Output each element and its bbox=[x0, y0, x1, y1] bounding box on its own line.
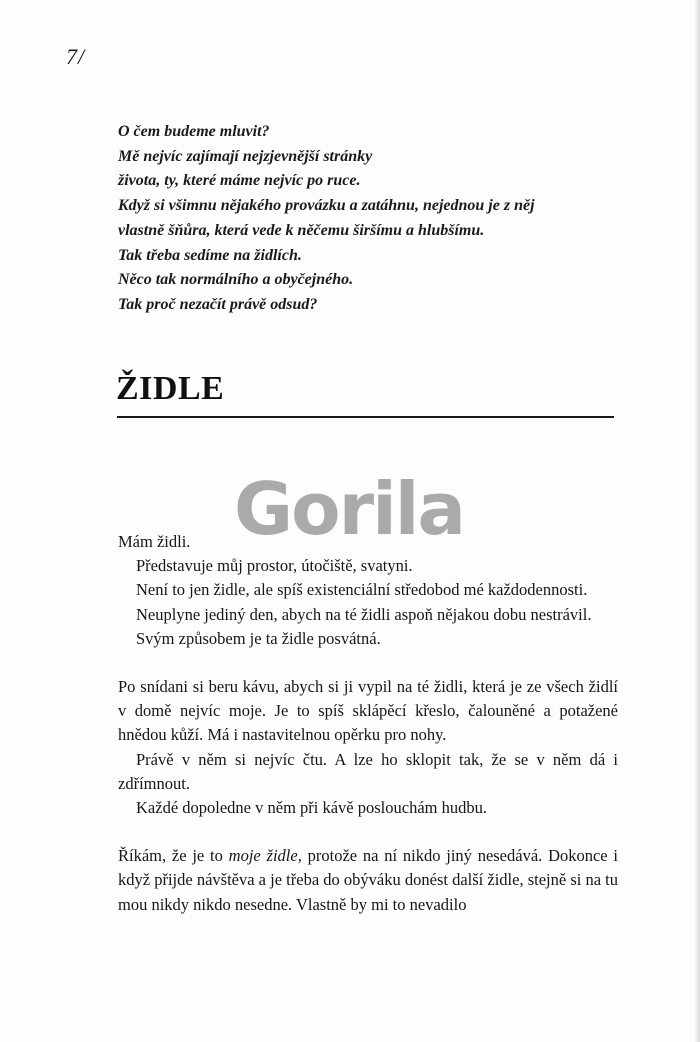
paragraph: Svým způsobem je ta židle posvátná. bbox=[136, 628, 381, 648]
chapter-rule bbox=[117, 416, 614, 418]
body-text bbox=[118, 530, 618, 917]
paragraph bbox=[118, 844, 618, 917]
intro-line: O čem budeme mluvit? bbox=[118, 123, 270, 140]
paragraph-text: Říkám, že je to bbox=[118, 846, 229, 866]
intro-line: Tak proč nezačít právě odsud? bbox=[118, 295, 318, 313]
paragraph: Představuje můj prostor, útočiště, svatyni. bbox=[136, 556, 413, 576]
intro-line: života, ty, které máme nejvíc po ruce. bbox=[118, 172, 361, 190]
paragraph: Není to jen židle, ale spíš existenciální středobod mé každodennosti. bbox=[136, 580, 588, 600]
paragraph: Mám židli. bbox=[118, 532, 191, 551]
intro-line: vlastně šňůra, která vede k něčemu širšímu a hlubšímu. bbox=[118, 221, 485, 239]
intro-poem bbox=[118, 120, 598, 318]
page-edge-shadow bbox=[694, 0, 700, 1042]
page-number: 7/ bbox=[66, 44, 86, 69]
intro-line: Mě nejvíc zajímají nejzjevnější stránky bbox=[118, 147, 373, 165]
paragraph-text: , protože na ní nikdo jiný nesedává. Dokonce i když přijde návštěva a je třeba do obýváku donést další židle, stejně si na tu mou nikdy nikdo nesedne. Vlastně by mi to nevadilo bbox=[118, 846, 618, 914]
watermark-logo: Gorila bbox=[234, 467, 465, 551]
emphasis-text: moje židle bbox=[228, 846, 298, 866]
paragraph: Každé dopoledne v něm při kávě poslouchám hudbu. bbox=[136, 798, 487, 818]
chapter-title: ŽIDLE bbox=[116, 370, 225, 407]
paragraph: Neuplyne jediný den, abych na té židli aspoň nějakou dobu nestrávil. bbox=[136, 604, 592, 624]
paragraph: Právě v něm si nejvíc čtu. A lze ho sklopit tak, že se v něm dá i zdřímnout. bbox=[118, 749, 618, 793]
intro-line: Když si všimnu nějakého provázku a zatáhnu, nejednou je z něj bbox=[118, 197, 535, 215]
intro-line: Něco tak normálního a obyčejného. bbox=[118, 271, 354, 289]
intro-line: Tak třeba sedíme na židlích. bbox=[118, 246, 302, 264]
paragraph: Po snídani si beru kávu, abych si ji vypil na té židli, která je ze všech židlí v domě nejvíc moje. Je to spíš sklápěcí křeslo, čalouněné a potažené hnědou kůží. Má i nastavitelnou opěrku pro nohy. bbox=[118, 677, 618, 745]
